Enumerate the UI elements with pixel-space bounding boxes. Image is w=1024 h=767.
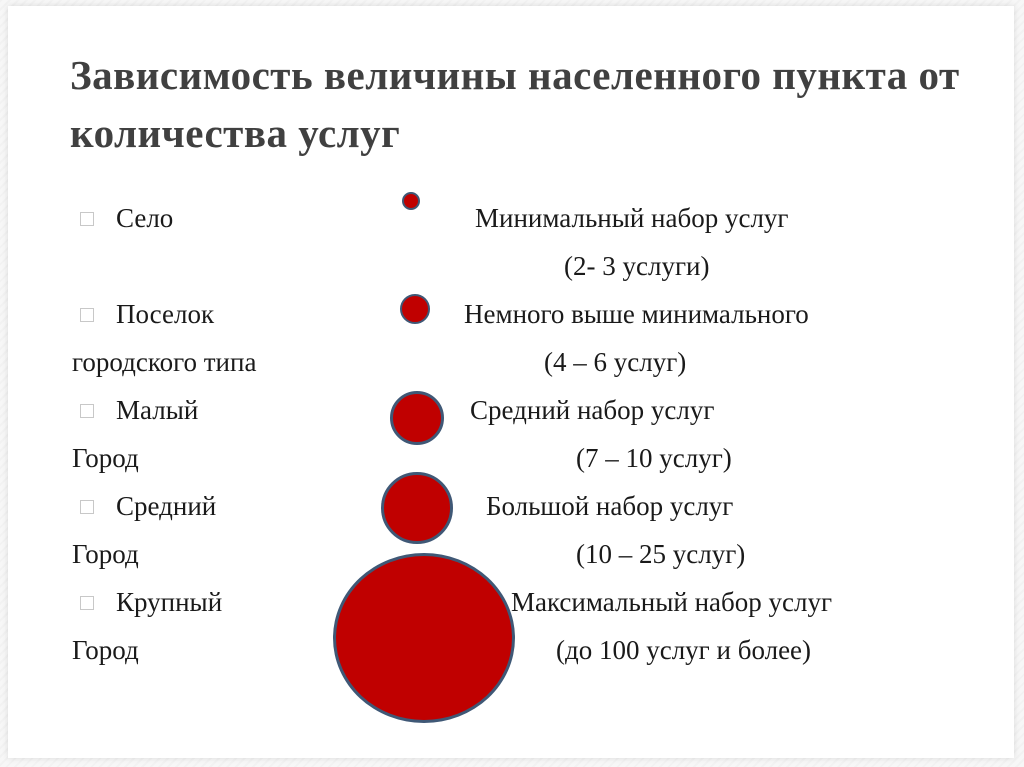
settlement-name: Крупный <box>116 587 223 617</box>
services-count: (4 – 6 услуг) <box>544 347 687 377</box>
slide-title: Зависимость величины населенного пункта от количества услуг <box>70 52 960 156</box>
services-label: Немного выше минимального <box>464 299 809 329</box>
bullet-icon <box>80 596 94 610</box>
settlement-item-small-city <box>80 394 198 426</box>
size-circle-village <box>402 192 420 210</box>
services-count: (до 100 услуг и более) <box>556 635 812 665</box>
settlement-name: Поселок <box>116 299 215 329</box>
services-count: (7 – 10 услуг) <box>576 443 732 473</box>
size-circle-large-city <box>333 553 515 723</box>
settlement-name-continuation: Город <box>72 443 139 473</box>
size-circle-town <box>400 294 430 324</box>
size-circle-medium-city <box>381 472 453 544</box>
settlement-name: Средний <box>116 491 217 521</box>
services-label: Максимальный набор услуг <box>511 587 833 617</box>
settlement-name-continuation: городского типа <box>72 347 257 377</box>
settlement-item-town <box>80 298 214 330</box>
bullet-icon <box>80 308 94 322</box>
settlement-name: Малый <box>116 395 199 425</box>
settlement-item-medium-city <box>80 490 216 522</box>
services-count: (2- 3 услуги) <box>564 251 710 281</box>
services-label: Большой набор услуг <box>486 491 734 521</box>
settlement-name-continuation: Город <box>72 539 139 569</box>
bullet-icon <box>80 404 94 418</box>
slide <box>8 6 1014 758</box>
bullet-icon <box>80 500 94 514</box>
services-label: Средний набор услуг <box>470 395 715 425</box>
services-count: (10 – 25 услуг) <box>576 539 746 569</box>
services-label: Минимальный набор услуг <box>475 203 789 233</box>
size-circle-small-city <box>390 391 444 445</box>
settlement-item-large-city <box>80 586 222 618</box>
settlement-name-continuation: Город <box>72 635 139 665</box>
settlement-name: Село <box>116 203 174 233</box>
bullet-icon <box>80 212 94 226</box>
settlement-item-village <box>80 202 173 234</box>
